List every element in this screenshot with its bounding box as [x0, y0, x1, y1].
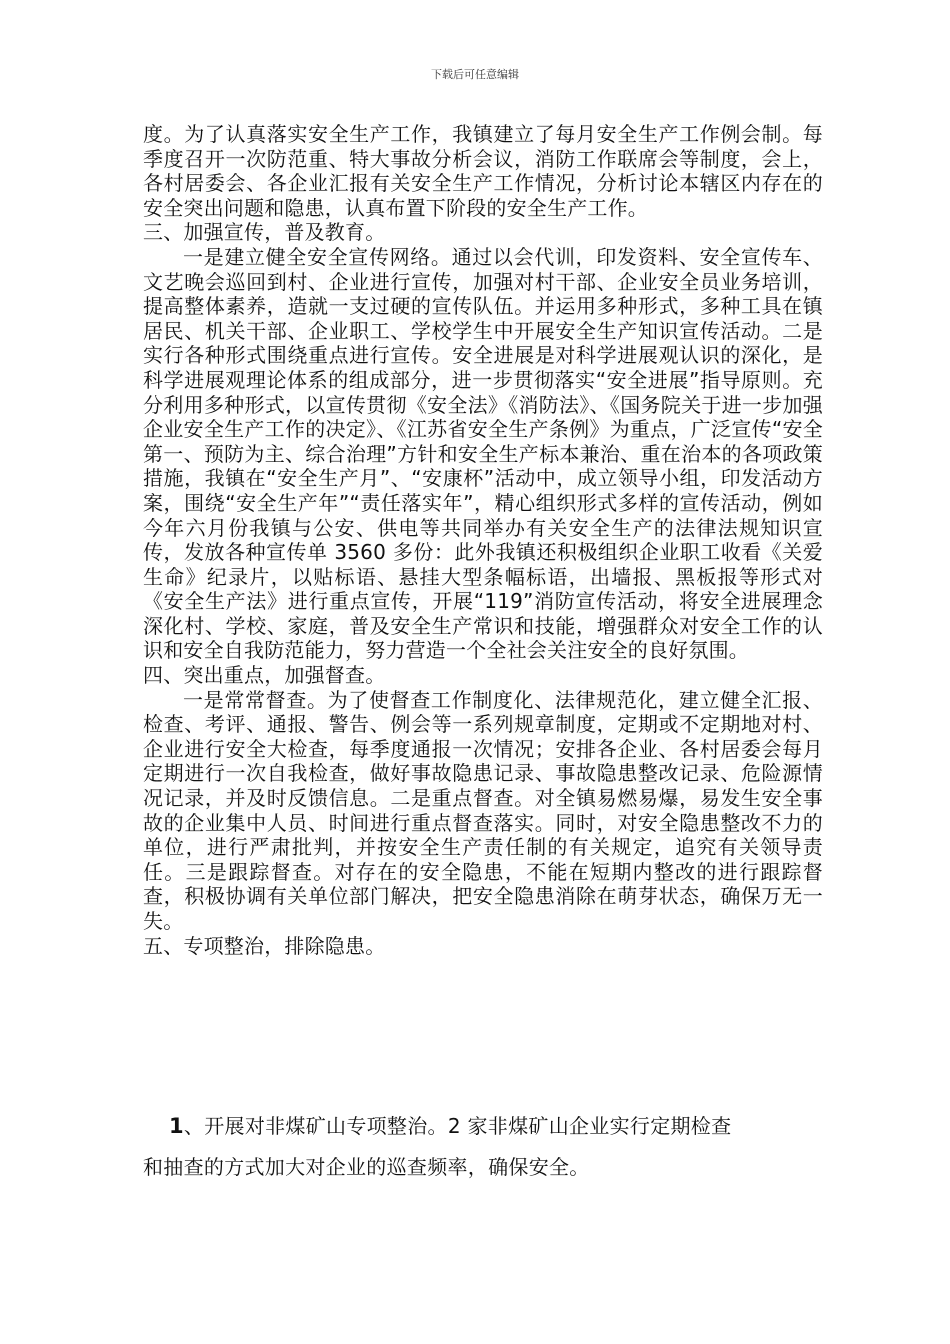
paragraph-continuation: 度。为了认真落实安全生产工作，我镇建立了每月安全生产工作例会制。每季度召开一次防范重、特大事故分析会议，消防工作联席会等制度，会上，各村居委会、各企业汇报有关安全生产工作情况，分析讨论本辖区内存在的安全突出问题和隐患，认真布置下阶段的安全生产工作。 — [143, 122, 823, 220]
document-body — [143, 122, 823, 958]
paragraph-supervision: 一是常常督查。为了使督查工作制度化、法律规范化，建立健全汇报、检查、考评、通报、警告、例会等一系列规章制度，定期或不定期地对村、企业进行安全大检查，每季度通报一次情况；安排各企业、各村居委会每月定期进行一次自我检查，做好事故隐患记录、事故隐患整改记录、危险源情况记录，并及时反馈信息。二是重点督查。对全镇易燃易爆，易发生安全事故的企业集中人员、时间进行重点督查落实。同时，对安全隐患整改不力的单位，进行严肃批判，并按安全生产责任制的有关规定，追究有关领导责任。三是跟踪督查。对存在的安全隐患，不能在短期内整改的进行跟踪督查，积极协调有关单位部门解决，把安全隐患消除在萌芽状态，确保万无一失。 — [143, 687, 823, 933]
section-heading-3: 三、加强宣传，普及教育。 — [143, 220, 386, 245]
header-note: 下载后可任意编辑 — [431, 68, 519, 81]
numbered-item-line-2: 和抽查的方式加大对企业的巡查频率，确保安全。 — [143, 1155, 590, 1179]
numbered-item-block — [143, 1106, 823, 1188]
item-number: 1 — [169, 1114, 184, 1138]
paragraph-publicity: 一是建立健全安全宣传网络。通过以会代训，印发资料、安全宣传车、文艺晚会巡回到村、企业进行宣传，加强对村干部、企业安全员业务培训，提高整体素养，造就一支过硬的宣传队伍。并运用多种形式，多种工具在镇居民、机关干部、企业职工、学校学生中开展安全生产知识宣传活动。二是实行各种形式围绕重点进行宣传。安全进展是对科学进展观认识的深化，是科学进展观理论体系的组成部分，进一步贯彻落实“安全进展”指导原则。充分利用多种形式，以宣传贯彻《安全法》《消防法》、《国务院关于进一步加强企业安全生产工作的决定》、《江苏省安全生产条例》为重点，广泛宣传“安全第一、预防为主、综合治理”方针和安全生产标本兼治、重在治本的各项政策措施，我镇在“安全生产月”、“安康杯”活动中，成立领导小组，印发活动方案，围绕“安全生产年”“责任落实年”，精心组织形式多样的宣传活动，例如今年六月份我镇与公安、供电等共同举办有关安全生产的法律法规知识宣传，发放各种宣传单 3560 多份：此外我镇还积极组织企业职工收看《关爱生命》纪录片，以贴标语、悬挂大型条幅标语，出墙报、黑板报等形式对《安全生产法》进行重点宣传，开展“119”消防宣传活动，将安全进展理念深化村、学校、家庭，普及安全生产常识和技能，增强群众对安全工作的认识和安全自我防范能力，努力营造一个全社会关注安全的良好氛围。 — [143, 244, 823, 663]
section-heading-5: 五、专项整治，排除隐患。 — [143, 933, 386, 958]
item-text-a: 、开展对非煤矿山专项整治。2 家非煤矿山企业实行定期检查 — [183, 1114, 732, 1138]
section-heading-4: 四、突出重点，加强督查。 — [143, 663, 386, 688]
numbered-item-line-1 — [143, 1106, 823, 1147]
